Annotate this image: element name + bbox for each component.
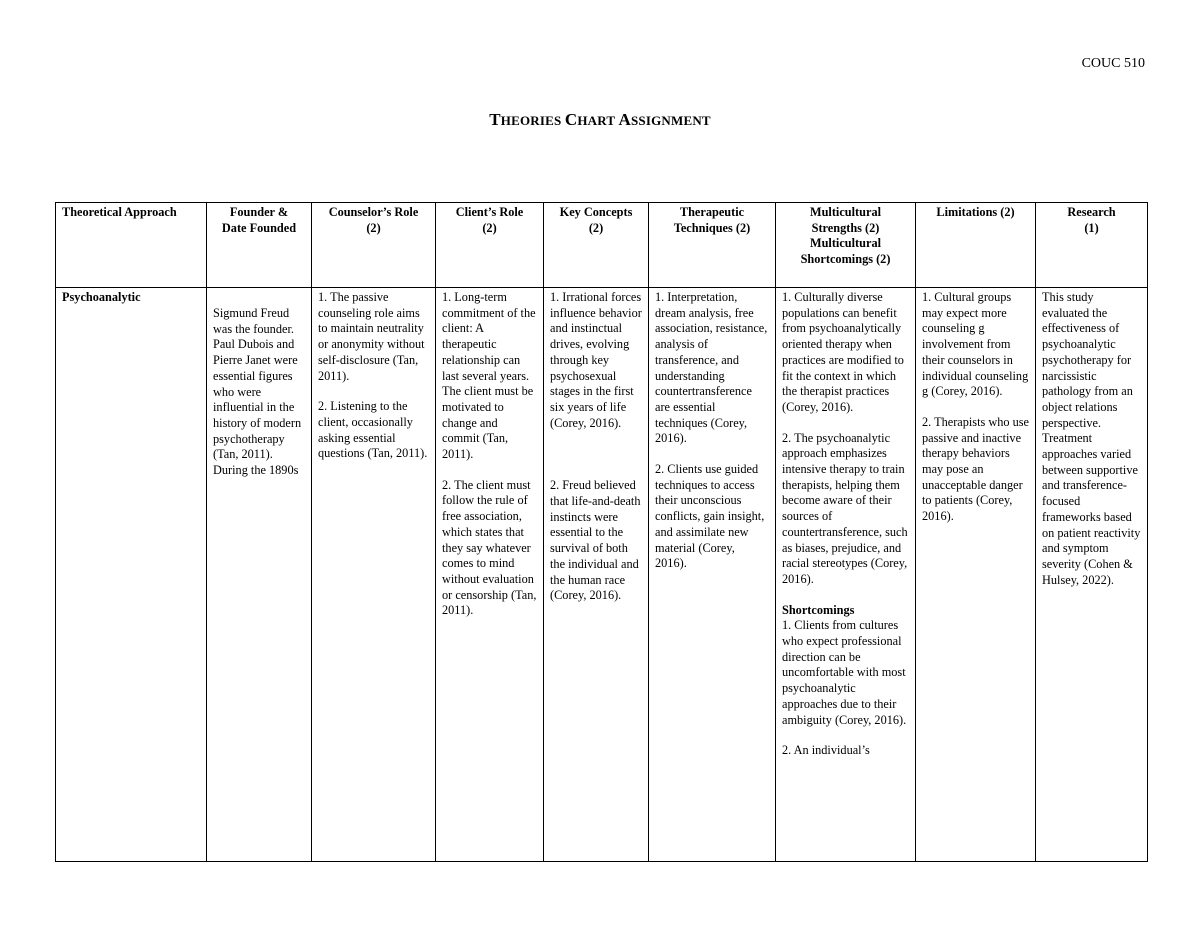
title-part: A: [618, 110, 631, 129]
cell-approach: [56, 288, 207, 862]
cell-counselor-role: [312, 288, 436, 862]
cell-multicultural: [776, 288, 916, 862]
page-title: [0, 110, 1200, 130]
client-role-item: 2. The client must follow the rule of free association, which states that they say whatever comes to mind without evaluation or censorship (Tan, 2011).: [442, 477, 537, 618]
multicultural-shortcoming-item: 1. Clients from cultures who expect professional direction can be uncomfortable with most psychoanalytic approaches due to their ambiguity (Corey, 2016).: [782, 618, 907, 727]
title-part: C: [564, 110, 578, 129]
title-part: HEORIES: [500, 113, 565, 128]
multicultural-strength-item: 1. Culturally diverse populations can benefit from psychoanalytically oriented therapy when practices are modified to fit the context in which the therapist practices (Corey, 2016).: [782, 290, 904, 414]
cell-key-concepts: [544, 288, 649, 862]
cell-limitations: [916, 288, 1036, 862]
research-text: This study evaluated the effectiveness of psychoanalytic psychotherapy for narcissistic pathology from an object relations perspective. Treatment approaches varied between supportive and transference-focused frameworks based on patient reactivity and symptom severity (Cohen & Hulsey, 2022).: [1042, 290, 1141, 587]
header-counselor-role: Counselor’s Role (2): [312, 203, 436, 288]
header-founder: Founder & Date Founded: [207, 203, 312, 288]
multicultural-strength-item: 2. The psychoanalytic approach emphasizes intensive therapy to train therapists, helping them become aware of their sources of countertransference, such as biases, prejudice, and racial stereotypes (Corey, 2016).: [782, 430, 908, 586]
course-code: COUC 510: [1081, 56, 1145, 71]
technique-item: 1. Interpretation, dream analysis, free association, resistance, analysis of transference, and understanding countertransference are essential techniques (Corey, 2016).: [655, 290, 768, 446]
key-concept-item: 2. Freud believed that life-and-death instincts were essential to the survival of both the individual and the human race (Corey, 2016).: [550, 478, 641, 603]
header-research: Research (1): [1036, 203, 1148, 288]
title-part: T: [489, 110, 501, 129]
title-part: SSIGNMENT: [630, 113, 711, 128]
counselor-role-item: 1. The passive counseling role aims to maintain neutrality or anonymity without self-disclosure (Tan, 2011).: [318, 290, 425, 383]
cell-research: [1036, 288, 1148, 862]
header-multicultural: Multicultural Strengths (2) Multicultural Shortcomings (2): [776, 203, 916, 288]
limitation-item: 2. Therapists who use passive and inactive therapy behaviors may pose an unacceptable danger to patients (Corey, 2016).: [922, 414, 1030, 524]
header-key-concepts: Key Concepts (2): [544, 203, 649, 288]
cell-founder: [207, 288, 312, 862]
header-limitations: Limitations (2): [916, 203, 1036, 288]
table-row: [56, 288, 1148, 862]
header-therapeutic-techniques: Therapeutic Techniques (2): [649, 203, 776, 288]
founder-text: Sigmund Freud was the founder. Paul Dubois and Pierre Janet were essential figures who were influential in the history of modern psychotherapy (Tan, 2011). During the 1890s: [213, 306, 302, 478]
approach-label: Psychoanalytic: [62, 290, 141, 304]
title-part: HART: [577, 113, 619, 128]
table-header-row: [56, 203, 1148, 288]
limitation-item: 1. Cultural groups may expect more counseling g involvement from their counselors in individual counseling g (Corey, 2016).: [922, 290, 1029, 399]
header-client-role: Client’s Role (2): [436, 203, 544, 288]
theories-chart-table: [55, 202, 1148, 862]
key-concept-item: 1. Irrational forces influence behavior and instinctual drives, evolving through key psychosexual stages in the first six years of life (Corey, 2016).: [550, 290, 642, 430]
header-theoretical-approach: Theoretical Approach: [56, 203, 207, 288]
multicultural-shortcoming-item: 2. An individual’s: [782, 743, 870, 758]
counselor-role-item: 2. Listening to the client, occasionally asking essential questions (Tan, 2011).: [318, 399, 428, 461]
shortcomings-heading: Shortcomings: [782, 602, 855, 617]
client-role-item: 1. Long-term commitment of the client: A therapeutic relationship can last several years. The client must be motivated to change and commit (Tan, 2011).: [442, 290, 536, 462]
cell-client-role: [436, 288, 544, 862]
cell-techniques: [649, 288, 776, 862]
technique-item: 2. Clients use guided techniques to access their unconscious conflicts, gain insight, and assimilate new material (Corey, 2016).: [655, 462, 765, 571]
